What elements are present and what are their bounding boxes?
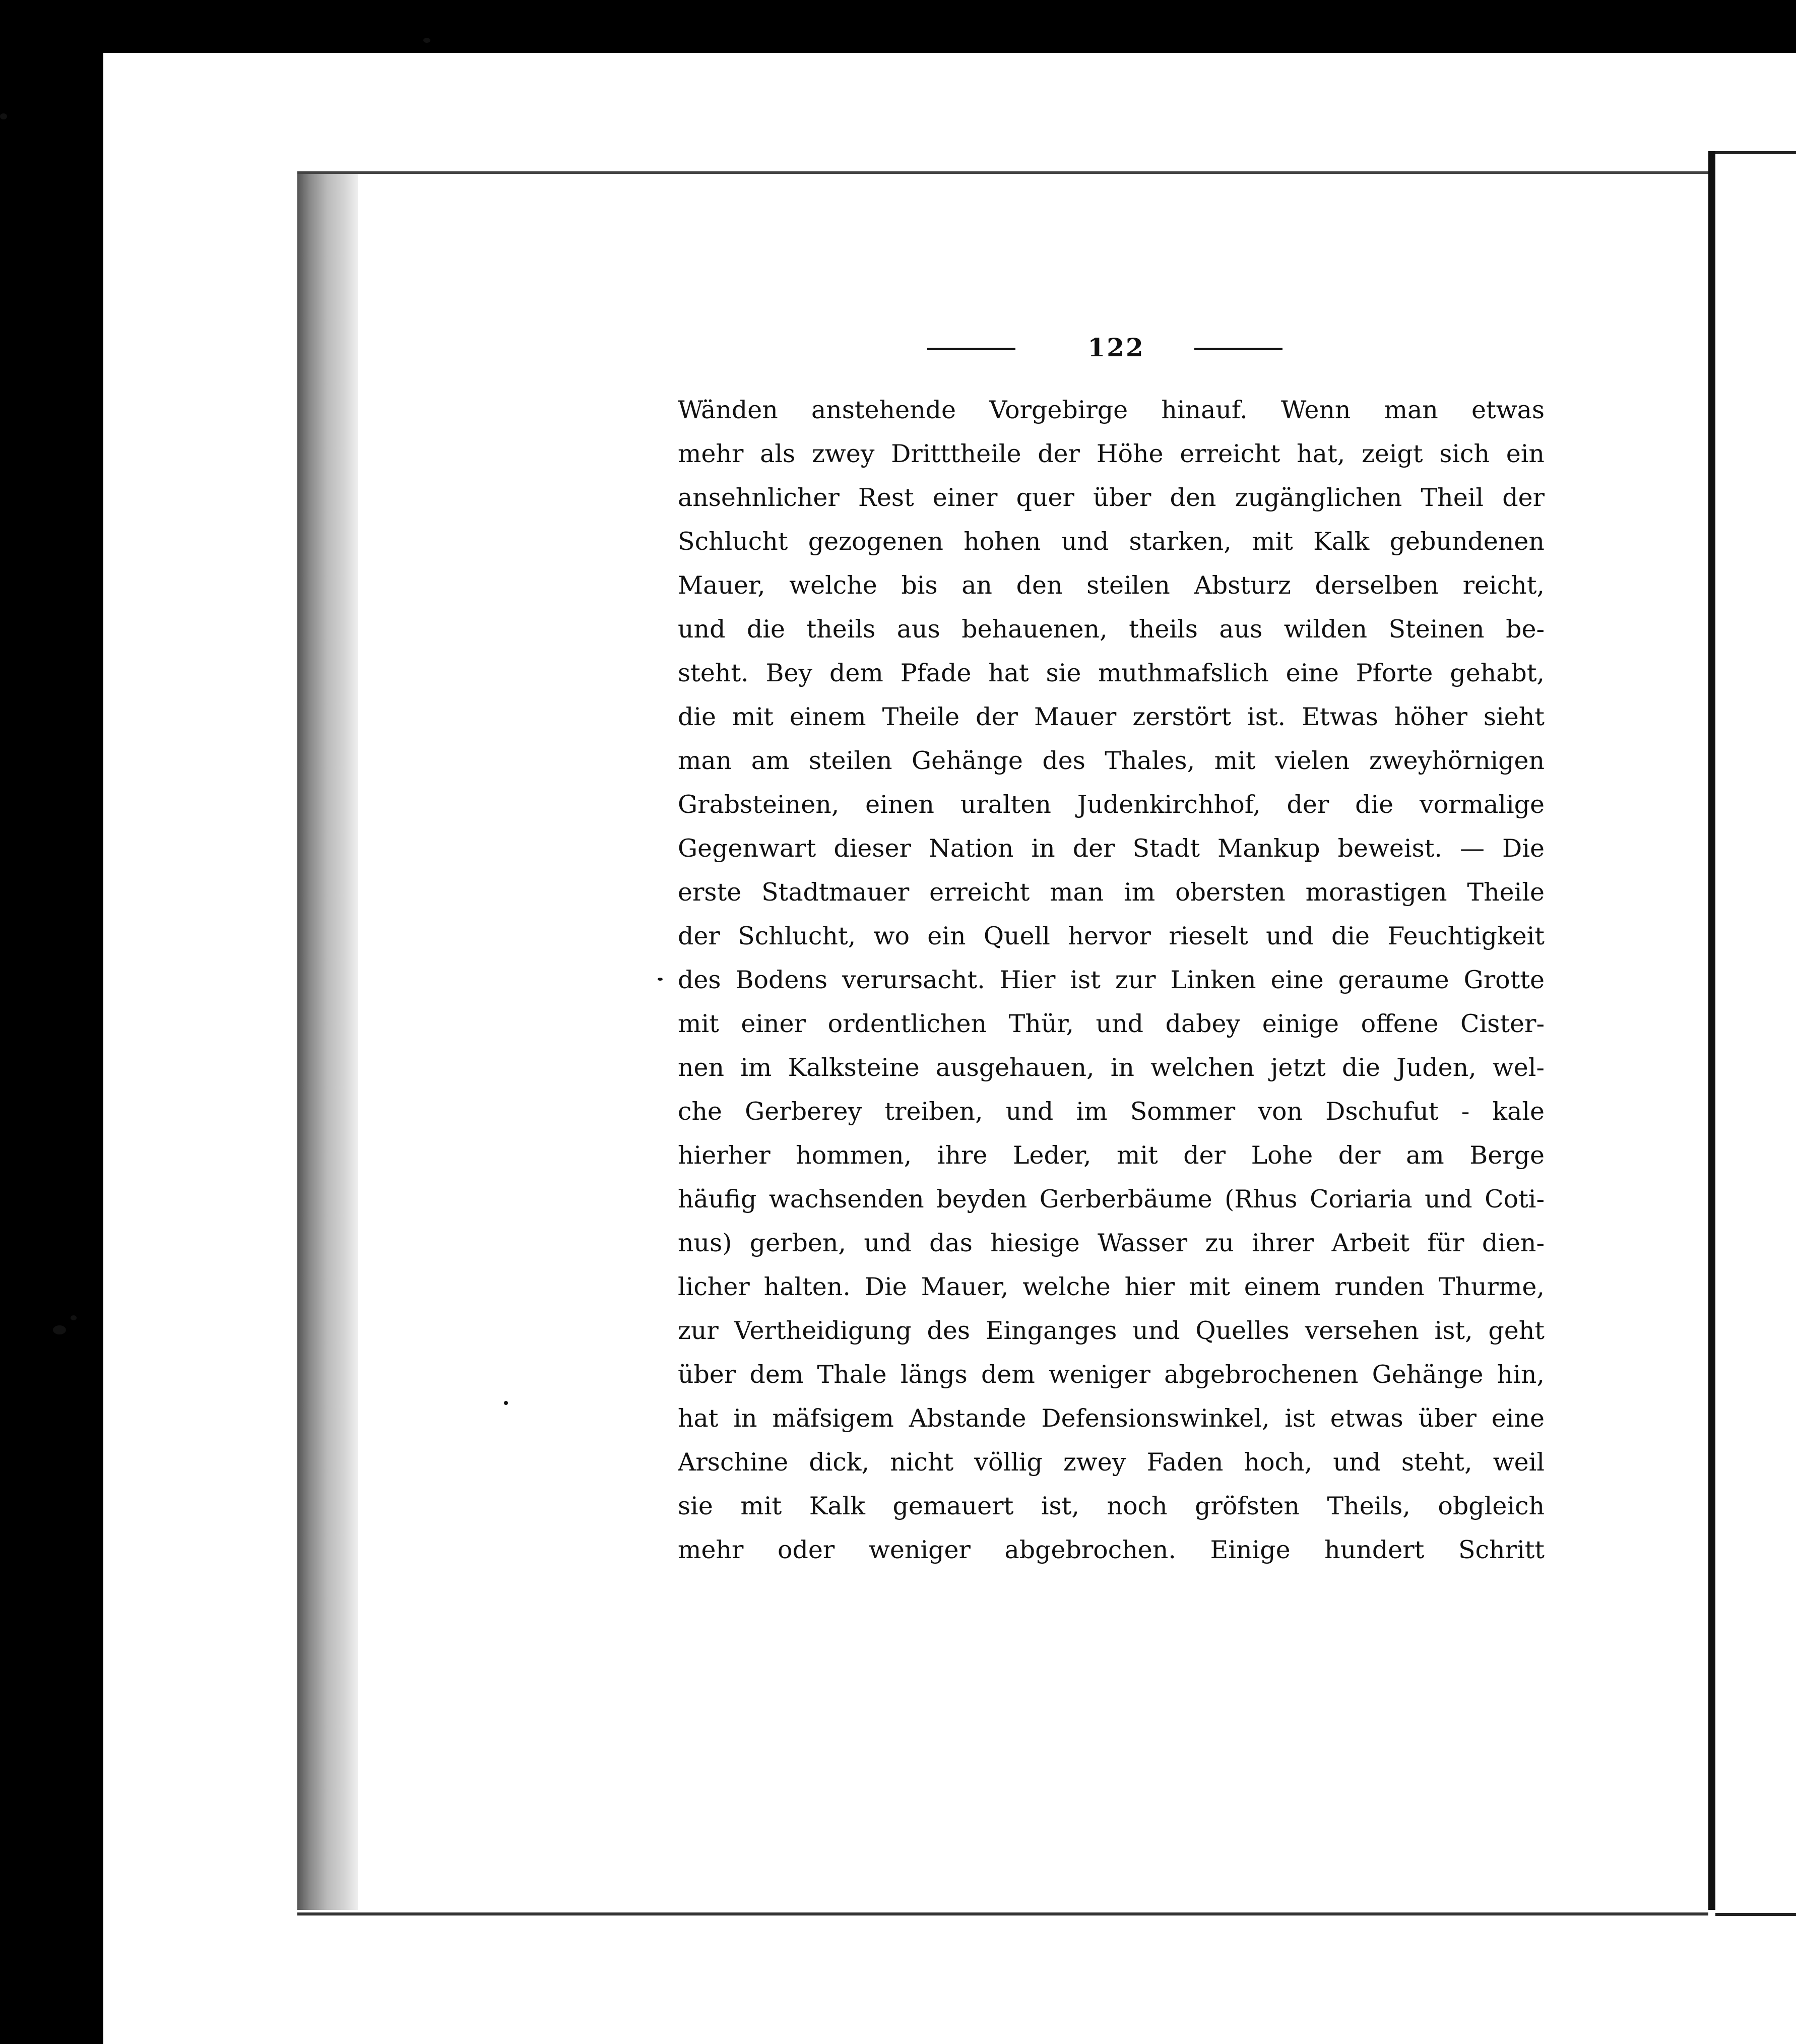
text-line: nus) gerben, und das hiesige Wasser zu ihrer Arbeit für dien- (678, 1229, 1545, 1257)
scan-speck (658, 978, 663, 981)
text-line: hat in mäfsigem Abstande Defensionswinkel, ist etwas über eine (678, 1404, 1545, 1433)
text-line: steht. Bey dem Pfade hat sie muthmafslich eine Pforte gehabt, (678, 659, 1545, 687)
text-line: Grabsteinen, einen uralten Judenkirchhof, der die vormalige (678, 790, 1545, 819)
text-line: mehr oder weniger abgebrochen. Einige hundert Schritt (678, 1536, 1545, 1564)
text-line: nen im Kalksteine ausgehauen, in welchen jetzt die Juden, wel- (678, 1053, 1545, 1082)
text-line: häufig wachsenden beyden Gerberbäume (Rhus Coriaria und Coti- (678, 1185, 1545, 1213)
text-line: Schlucht gezogenen hohen und starken, mit Kalk gebundenen (678, 527, 1545, 556)
text-line: mehr als zwey Dritttheile der Höhe erreicht hat, zeigt sich ein (678, 439, 1545, 468)
scan-speck (423, 38, 430, 43)
text-line: die mit einem Theile der Mauer zerstört ist. Etwas höher sieht (678, 702, 1545, 731)
text-line: sie mit Kalk gemauert ist, noch gröfsten Theils, obgleich (678, 1492, 1545, 1520)
text-line: Gegenwart dieser Nation in der Stadt Mankup beweist. — Die (678, 834, 1545, 863)
text-line: Mauer, welche bis an den steilen Absturz derselben reicht, (678, 571, 1545, 600)
text-line: der Schlucht, wo ein Quell hervor rieselt und die Feuchtigkeit (678, 922, 1545, 950)
page-gutter-edge (297, 174, 358, 1910)
text-line: man am steilen Gehänge des Thales, mit vielen zweyhörnigen (678, 746, 1545, 775)
text-line: und die theils aus behauenen, theils aus wilden Steinen be- (678, 615, 1545, 644)
text-line: hierher hommen, ihre Leder, mit der Lohe der am Berge (678, 1141, 1545, 1170)
page-header (927, 333, 1280, 363)
scan-speck (504, 1401, 508, 1405)
adjacent-leaf-edge (1708, 151, 1715, 1910)
scan-speck (71, 1315, 77, 1320)
body-text (678, 388, 1545, 1572)
text-line: che Gerberey treiben, und im Sommer von Dschufut - kale (678, 1097, 1545, 1126)
text-line: ansehnlicher Rest einer quer über den zugänglichen Theil der (678, 483, 1545, 512)
text-line: zur Vertheidigung des Einganges und Quelles versehen ist, geht (678, 1316, 1545, 1345)
adjacent-leaf (1715, 151, 1796, 1916)
scan-speck (0, 113, 7, 119)
text-line: erste Stadtmauer erreicht man im obersten morastigen Theile (678, 878, 1545, 907)
text-line: mit einer ordentlichen Thür, und dabey einige offene Cister- (678, 1009, 1545, 1038)
text-line: licher halten. Die Mauer, welche hier mit einem runden Thurme, (678, 1272, 1545, 1301)
text-line: Wänden anstehende Vorgebirge hinauf. Wenn man etwas (678, 396, 1545, 424)
text-line: über dem Thale längs dem weniger abgebrochenen Gehänge hin, (678, 1360, 1545, 1389)
header-rule-left (927, 348, 1015, 350)
text-line: Arschine dick, nicht völlig zwey Faden hoch, und steht, weil (678, 1448, 1545, 1477)
scan-speck (53, 1325, 66, 1334)
header-rule-right (1194, 348, 1282, 350)
text-line: des Bodens verursacht. Hier ist zur Linken eine geraume Grotte (678, 966, 1545, 994)
page-number: 122 (1087, 333, 1145, 362)
